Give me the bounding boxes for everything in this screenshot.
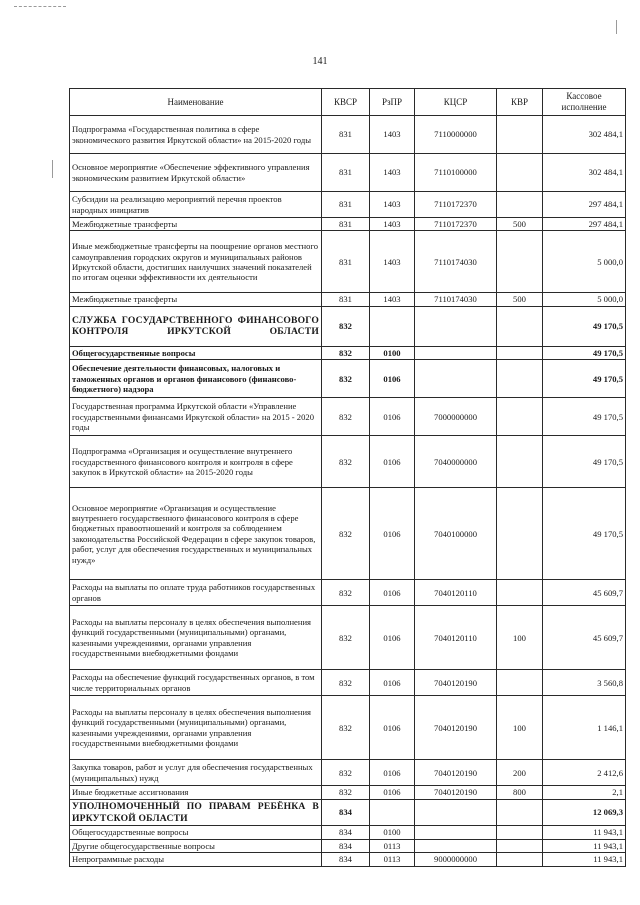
row-kvr [497,346,543,359]
table-row [70,839,626,852]
row-kvr [497,192,543,218]
row-kvsr: 832 [322,436,370,488]
row-rzpr: 1403 [370,116,415,154]
table-row [70,346,626,359]
row-kcsr: 7040000000 [415,436,497,488]
row-kvr [497,670,543,696]
row-amount: 302 484,1 [543,154,626,192]
page-edge-mark [14,6,66,8]
row-kcsr: 7040120190 [415,786,497,799]
row-rzpr: 0106 [370,786,415,799]
row-amount: 302 484,1 [543,116,626,154]
row-kvr [497,306,543,346]
row-kcsr: 7040100000 [415,488,497,580]
row-amount: 5 000,0 [543,231,626,293]
row-name: Общегосударственные вопросы [70,346,322,359]
table-row [70,116,626,154]
row-name: Подпрограмма «Организация и осуществление внутреннего государственного финансового контроля и контроля в сфере закупок в Иркутской области» на 2015-2020 годы [70,436,322,488]
binding-tick-right [616,20,617,34]
table-row [70,488,626,580]
table-row [70,580,626,606]
table-row [70,606,626,670]
column-header-kvr: КВР [497,89,543,116]
row-rzpr: 0106 [370,760,415,786]
table-row [70,670,626,696]
row-rzpr: 1403 [370,154,415,192]
table-section-row [70,306,626,346]
row-kvsr: 834 [322,839,370,852]
row-kcsr: 7040120190 [415,760,497,786]
row-kvsr: 832 [322,346,370,359]
row-amount: 49 170,5 [543,360,626,398]
row-kcsr: 7040120110 [415,606,497,670]
table-row [70,853,626,866]
column-header-kvsr: КВСР [322,89,370,116]
row-name: Другие общегосударственные вопросы [70,839,322,852]
row-rzpr: 0106 [370,398,415,436]
row-amount: 11 943,1 [543,839,626,852]
table-row [70,826,626,839]
row-kvr [497,799,543,825]
row-rzpr: 0113 [370,839,415,852]
row-kvr [497,853,543,866]
row-kvr: 100 [497,696,543,760]
row-name: Общегосударственные вопросы [70,826,322,839]
row-kvsr: 832 [322,786,370,799]
row-kvsr: 832 [322,670,370,696]
row-rzpr: 0100 [370,826,415,839]
table-header-row [70,89,626,116]
row-kcsr: 7040120190 [415,696,497,760]
row-rzpr: 0106 [370,436,415,488]
row-kvsr: 832 [322,606,370,670]
row-rzpr: 1403 [370,231,415,293]
row-rzpr: 0106 [370,606,415,670]
row-name: Расходы на выплаты персоналу в целях обеспечения выполнения функций государственными (муниципальными) органами, казенными учреждениями, органами управления государственными внебюджетными фондами [70,606,322,670]
row-name: Закупка товаров, работ и услуг для обеспечения государственных (муниципальных) нужд [70,760,322,786]
row-kvsr: 831 [322,218,370,231]
row-name: УПОЛНОМОЧЕННЫЙ ПО ПРАВАМ РЕБЁНКА В ИРКУТСКОЙ ОБЛАСТИ [70,799,322,825]
row-kvsr: 831 [322,192,370,218]
row-kcsr: 7110174030 [415,293,497,306]
table-row [70,154,626,192]
row-amount: 12 069,3 [543,799,626,825]
row-kcsr: 7110174030 [415,231,497,293]
row-name: Основное мероприятие «Обеспечение эффективного управления экономическим развитием Иркутской области» [70,154,322,192]
row-kvsr: 834 [322,799,370,825]
table-row [70,786,626,799]
row-name: Расходы на выплаты по оплате труда работников государственных органов [70,580,322,606]
row-kcsr [415,839,497,852]
row-amount: 49 170,5 [543,306,626,346]
row-kvr: 500 [497,293,543,306]
row-amount: 297 484,1 [543,192,626,218]
row-name: Межбюджетные трансферты [70,293,322,306]
row-kvsr: 832 [322,398,370,436]
row-kcsr: 7110172370 [415,218,497,231]
row-kcsr [415,360,497,398]
row-amount: 49 170,5 [543,436,626,488]
row-rzpr: 1403 [370,293,415,306]
row-kvsr: 831 [322,231,370,293]
row-kvr: 100 [497,606,543,670]
table-row [70,293,626,306]
row-kvsr: 832 [322,696,370,760]
row-kvr [497,116,543,154]
row-amount: 1 146,1 [543,696,626,760]
row-kcsr [415,799,497,825]
column-header-amount: Кассовое исполнение [543,89,626,116]
table-row [70,760,626,786]
row-amount: 3 560,8 [543,670,626,696]
row-amount: 49 170,5 [543,488,626,580]
table-row [70,436,626,488]
row-kcsr [415,826,497,839]
budget-execution-table [69,88,626,867]
row-kcsr: 7040120110 [415,580,497,606]
table-row [70,360,626,398]
row-rzpr: 0100 [370,346,415,359]
row-rzpr: 1403 [370,218,415,231]
row-rzpr: 0113 [370,853,415,866]
row-kvr [497,488,543,580]
table-row [70,218,626,231]
row-kvsr: 832 [322,360,370,398]
row-rzpr: 0106 [370,696,415,760]
row-amount: 297 484,1 [543,218,626,231]
row-name: Субсидии на реализацию мероприятий перечня проектов народных инициатив [70,192,322,218]
row-kvr [497,398,543,436]
row-name: Обеспечение деятельности финансовых, налоговых и таможенных органов и органов финансового (финансово-бюджетного) надзора [70,360,322,398]
row-amount: 49 170,5 [543,346,626,359]
row-kvr [497,839,543,852]
row-kvsr: 831 [322,116,370,154]
row-kcsr: 7110100000 [415,154,497,192]
row-kcsr: 9000000000 [415,853,497,866]
row-name: Расходы на обеспечение функций государственных органов, в том числе территориальных органов [70,670,322,696]
row-kvr [497,154,543,192]
row-kcsr: 7000000000 [415,398,497,436]
column-header-rzpr: РзПР [370,89,415,116]
row-kvsr: 832 [322,760,370,786]
row-kcsr: 7110172370 [415,192,497,218]
row-name: Иные межбюджетные трансферты на поощрение органов местного самоуправления городских округов и муниципальных районов Иркутской области, достигших наилучших значений показателей по итогам оценки эффективности их деятельности [70,231,322,293]
table-row [70,398,626,436]
row-amount: 11 943,1 [543,853,626,866]
row-rzpr: 0106 [370,488,415,580]
row-kvsr: 834 [322,853,370,866]
binding-tick-left [52,160,53,178]
row-amount: 45 609,7 [543,580,626,606]
row-amount: 49 170,5 [543,398,626,436]
table-row [70,696,626,760]
row-rzpr: 1403 [370,192,415,218]
row-rzpr: 0106 [370,580,415,606]
row-name: Государственная программа Иркутской области «Управление государственными финансами Иркутской области» на 2015 - 2020 годы [70,398,322,436]
row-rzpr [370,306,415,346]
table-row [70,192,626,218]
row-name: Расходы на выплаты персоналу в целях обеспечения выполнения функций государственными (муниципальными) органами, казенными учреждениями, органами управления государственными внебюджетными фондами [70,696,322,760]
row-kvr: 200 [497,760,543,786]
row-kvsr: 832 [322,306,370,346]
row-kvsr: 832 [322,580,370,606]
row-amount: 11 943,1 [543,826,626,839]
column-header-name: Наименование [70,89,322,116]
row-kcsr: 7110000000 [415,116,497,154]
row-name: СЛУЖБА ГОСУДАРСТВЕННОГО ФИНАНСОВОГО КОНТРОЛЯ ИРКУТСКОЙ ОБЛАСТИ [70,306,322,346]
row-kcsr [415,306,497,346]
row-amount: 2 412,6 [543,760,626,786]
row-amount: 2,1 [543,786,626,799]
row-kcsr [415,346,497,359]
row-rzpr [370,799,415,825]
row-kcsr: 7040120190 [415,670,497,696]
table-section-row [70,799,626,825]
row-kvsr: 831 [322,154,370,192]
page-number: 141 [312,56,328,67]
row-kvsr: 831 [322,293,370,306]
row-name: Основное мероприятие «Организация и осуществление внутреннего государственного финансового контроля в сфере бюджетных правоотношений и контроля за соблюдением законодательства Российской Федерации в сфере закупок товаров, работ, услуг для обеспечения государственных и муниципальных нужд» [70,488,322,580]
table-row [70,231,626,293]
row-rzpr: 0106 [370,670,415,696]
row-kvr [497,360,543,398]
row-name: Межбюджетные трансферты [70,218,322,231]
column-header-kcsr: КЦСР [415,89,497,116]
row-amount: 45 609,7 [543,606,626,670]
row-kvr [497,436,543,488]
row-kvr [497,231,543,293]
row-name: Иные бюджетные ассигнования [70,786,322,799]
row-kvr [497,826,543,839]
row-kvr: 500 [497,218,543,231]
row-rzpr: 0106 [370,360,415,398]
row-kvsr: 834 [322,826,370,839]
row-name: Непрограммные расходы [70,853,322,866]
row-kvr: 800 [497,786,543,799]
row-name: Подпрограмма «Государственная политика в сфере экономического развития Иркутской области» на 2015-2020 годы [70,116,322,154]
row-kvr [497,580,543,606]
row-kvsr: 832 [322,488,370,580]
row-amount: 5 000,0 [543,293,626,306]
